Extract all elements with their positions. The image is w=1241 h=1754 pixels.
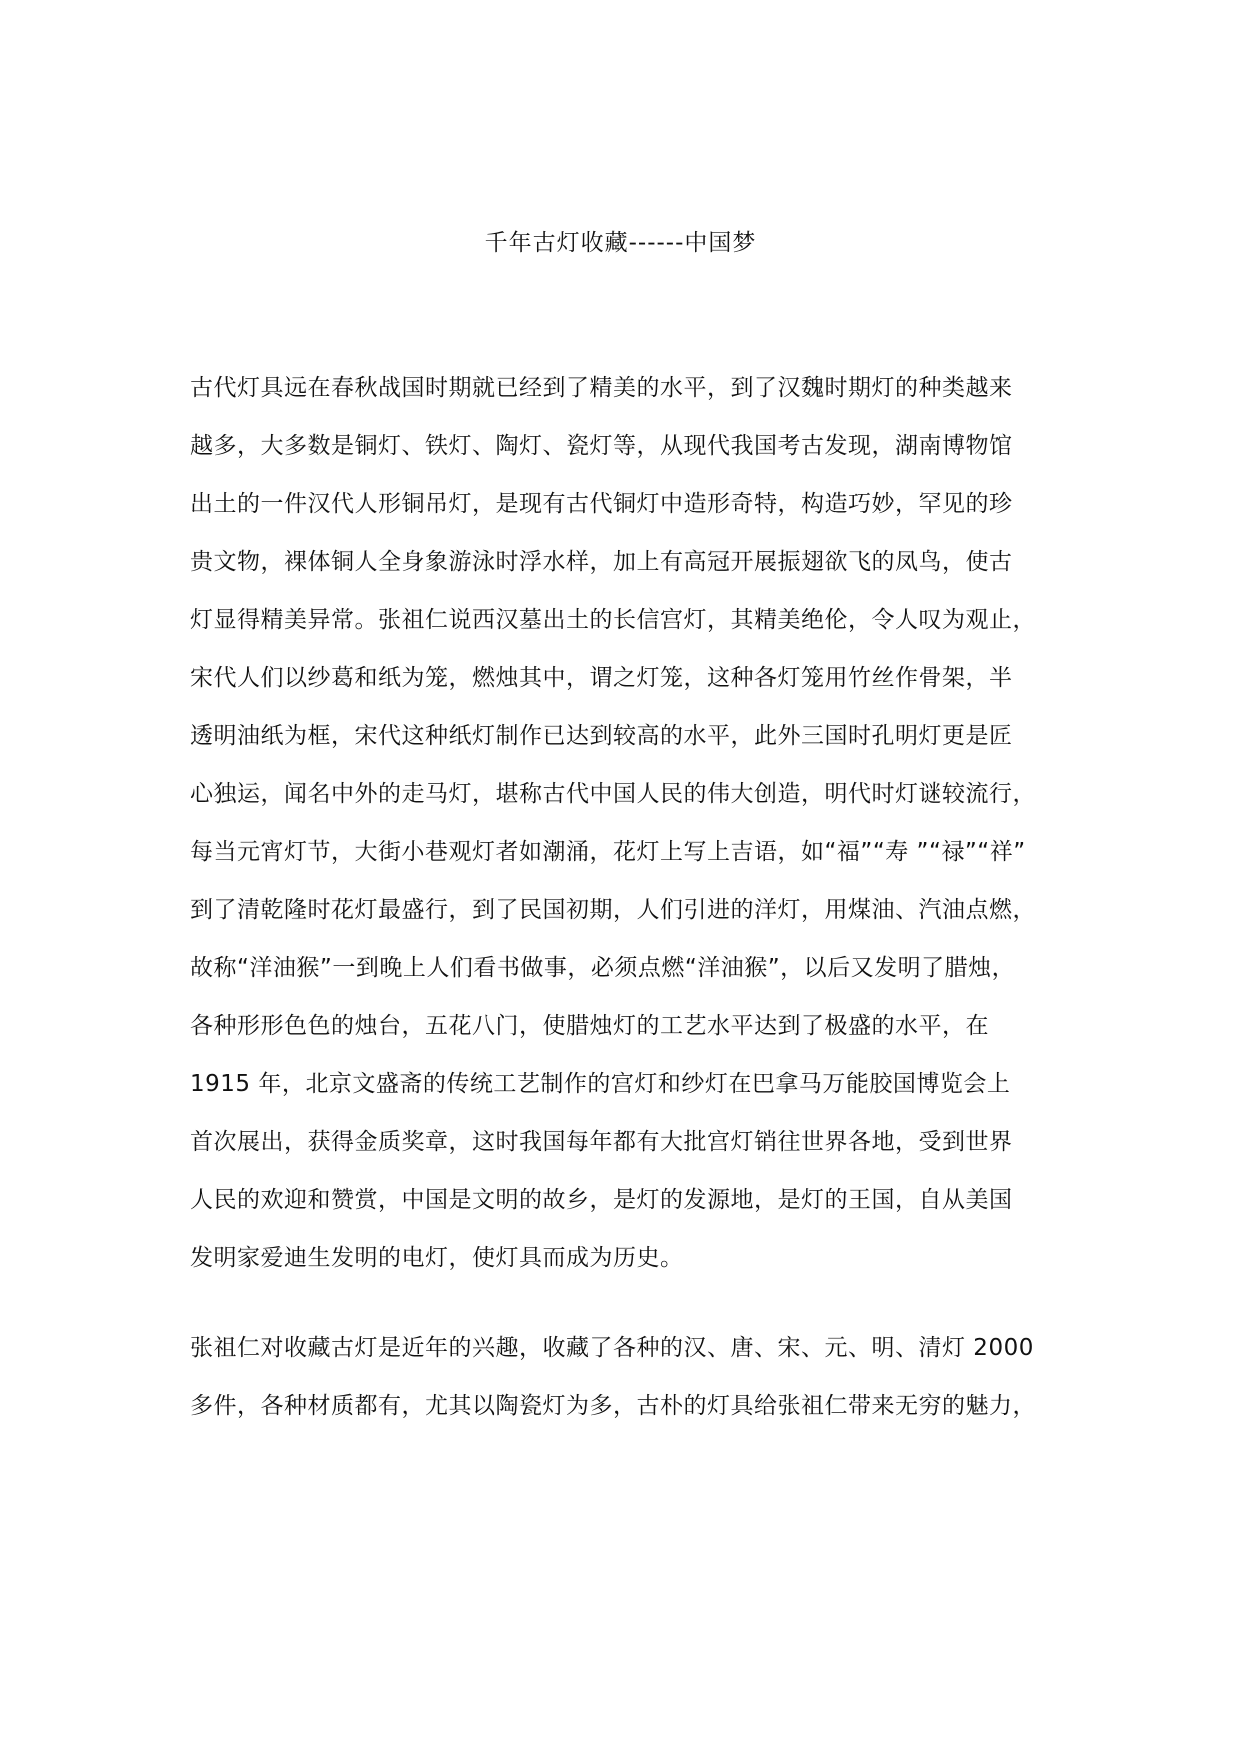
paragraph-1-line-4: 贵文物，裸体铜人全身象游泳时浮水样，加上有高冠开展振翅欲飞的凤鸟，使古 [190,549,1013,575]
paragraph-1-line-11: 故称“洋油猴”一到晚上人们看书做事，必须点燃“洋油猴”，以后又发明了腊烛， [190,955,1016,981]
document-title: 千年古灯收藏------中国梦 [484,230,757,256]
paragraph-1-line-12: 各种形形色色的烛台，五花八门，使腊烛灯的工艺水平达到了极盛的水平，在 [190,1013,989,1039]
paragraph-1-line-1: 古代灯具远在春秋战国时期就已经到了精美的水平，到了汉魏时期灯的种类越来 [190,375,1013,401]
paragraph-1-line-5: 灯显得精美异常。张祖仁说西汉墓出土的长信宫灯，其精美绝伦，令人叹为观止， [190,607,1036,633]
paragraph-2-line-1: 张祖仁对收藏古灯是近年的兴趣，收藏了各种的汉、唐、宋、元、明、清灯 2000 [190,1335,1034,1361]
paragraph-1-line-3: 出土的一件汉代人形铜吊灯，是现有古代铜灯中造形奇特，构造巧妙，罕见的珍 [190,491,1013,517]
paragraph-1-line-13: 1915 年，北京文盛斋的传统工艺制作的宫灯和纱灯在巴拿马万能胶国博览会上 [190,1071,1011,1097]
paragraph-2-line-2: 多件，各种材质都有，尤其以陶瓷灯为多，古朴的灯具给张祖仁带来无穷的魅力， [190,1393,1036,1419]
paragraph-1-line-16: 发明家爱迪生发明的电灯，使灯具而成为历史。 [190,1245,684,1271]
paragraph-1-line-14: 首次展出，获得金质奖章，这时我国每年都有大批宫灯销往世界各地，受到世界 [190,1129,1013,1155]
paragraph-1-line-10: 到了清乾隆时花灯最盛行，到了民国初期，人们引进的洋灯，用煤油、汽油点燃， [190,897,1036,923]
paragraph-1-line-2: 越多，大多数是铜灯、铁灯、陶灯、瓷灯等，从现代我国考古发现，湖南博物馆 [190,433,1013,459]
paragraph-1-line-15: 人民的欢迎和赞赏，中国是文明的故乡，是灯的发源地，是灯的王国，自从美国 [190,1187,1013,1213]
paragraph-1-line-7: 透明油纸为框，宋代这种纸灯制作已达到较高的水平，此外三国时孔明灯更是匠 [190,723,1013,749]
paragraph-1-line-9: 每当元宵灯节，大街小巷观灯者如潮涌，花灯上写上吉语，如“福”“寿 ”“禄”“祥” [190,839,1026,865]
paragraph-1-line-8: 心独运，闻名中外的走马灯，堪称古代中国人民的伟大创造，明代时灯谜较流行， [190,781,1036,807]
paragraph-1-line-6: 宋代人们以纱葛和纸为笼，燃烛其中，谓之灯笼，这种各灯笼用竹丝作骨架，半 [190,665,1013,691]
